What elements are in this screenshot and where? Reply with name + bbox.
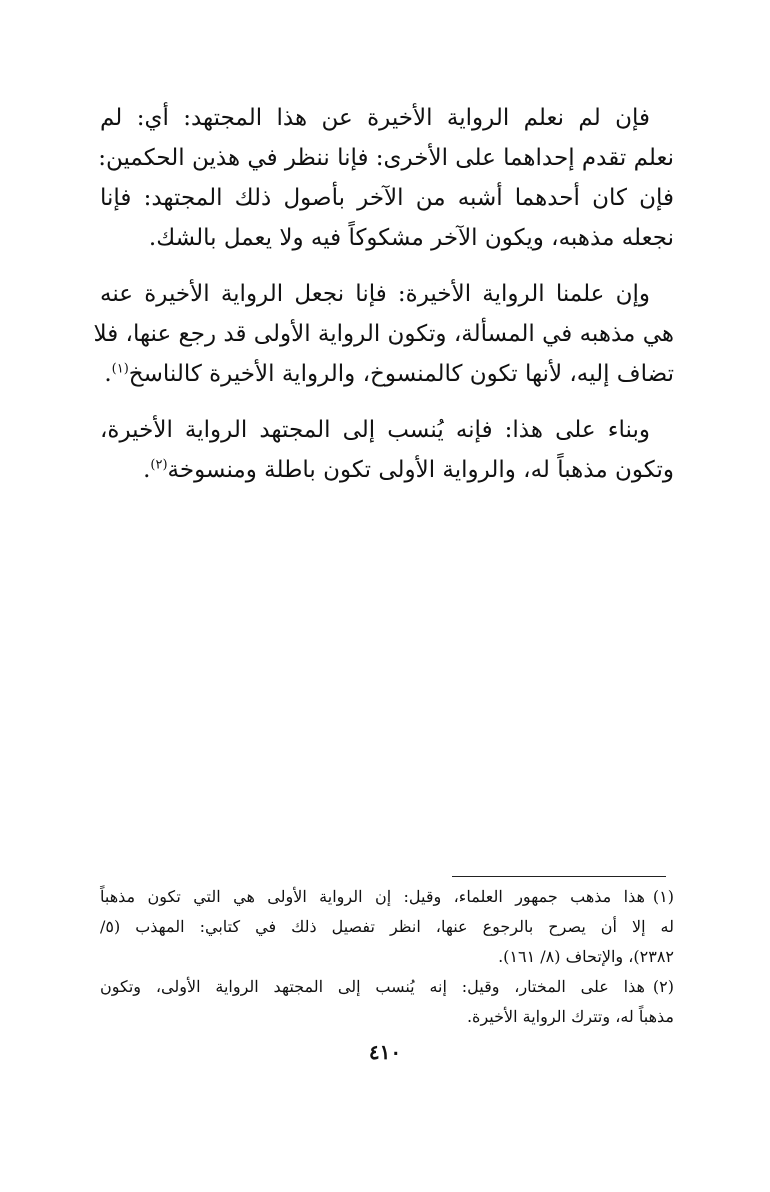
footnote-line <box>100 972 674 1002</box>
paragraph-2 <box>93 274 674 394</box>
footnote-line: له إلا أن يصرح بالرجوع عنها، انظر تفصيل ذلك في كتابي: المهذب (٥/ <box>100 917 674 936</box>
footnote-divider <box>452 876 666 877</box>
sentence-end: . <box>143 457 151 483</box>
footnote-number: (١) <box>652 887 674 906</box>
footnote-text: هذا مذهب جمهور العلماء، وقيل: إن الرواية الأولى هي التي تكون مذهباً <box>100 887 645 906</box>
text-line: فإن كان أحدهما أشبه من الآخر بأصول ذلك المجتهد: فإنا <box>100 185 674 211</box>
text-line: وإن علمنا الرواية الأخيرة: فإنا نجعل الرواية الأخيرة عنه <box>100 281 650 307</box>
footnote-line: مذهباً له، وتترك الرواية الأخيرة. <box>466 1007 674 1026</box>
text-line: هي مذهبه في المسألة، وتكون الرواية الأولى قد رجع عنها، فلا <box>93 321 674 347</box>
footnote-2 <box>100 972 674 1032</box>
text-line: نعلم تقدم إحداهما على الأخرى: فإنا ننظر في هذين الحكمين: <box>98 145 674 171</box>
text-line-with-ref <box>100 354 674 394</box>
sentence-end: . <box>104 361 112 387</box>
page-number: ٤١٠ <box>368 1040 402 1064</box>
footnotes-section <box>100 882 674 1032</box>
text-line: وبناء على هذا: فإنه يُنسب إلى المجتهد الرواية الأخيرة، <box>100 417 650 443</box>
main-text <box>93 98 674 506</box>
text-segment: تضاف إليه، لأنها تكون كالمنسوخ، والرواية الأخيرة كالناسخ <box>128 361 674 387</box>
footnote-ref-2[interactable]: (٢) <box>150 457 168 473</box>
text-line: نجعله مذهبه، ويكون الآخر مشكوكاً فيه ولا يعمل بالشك. <box>148 225 674 251</box>
footnote-ref-1[interactable]: (١) <box>111 361 129 377</box>
paragraph-1 <box>100 98 674 258</box>
footnote-1 <box>100 882 674 972</box>
text-line-with-ref <box>100 450 674 490</box>
text-line: فإن لم نعلم الرواية الأخيرة عن هذا المجتهد: أي: لم <box>100 105 650 131</box>
footnote-line: ٢٣٨٢)، والإتحاف (٨/ ١٦١). <box>498 947 674 966</box>
footnote-text: هذا على المختار، وقيل: إنه يُنسب إلى المجتهد الرواية الأولى، وتكون <box>100 977 645 996</box>
text-segment: وتكون مذهباً له، والرواية الأولى تكون باطلة ومنسوخة <box>167 457 674 483</box>
footnote-line <box>100 882 674 912</box>
footnote-number: (٢) <box>652 977 674 996</box>
paragraph-3 <box>100 410 674 490</box>
